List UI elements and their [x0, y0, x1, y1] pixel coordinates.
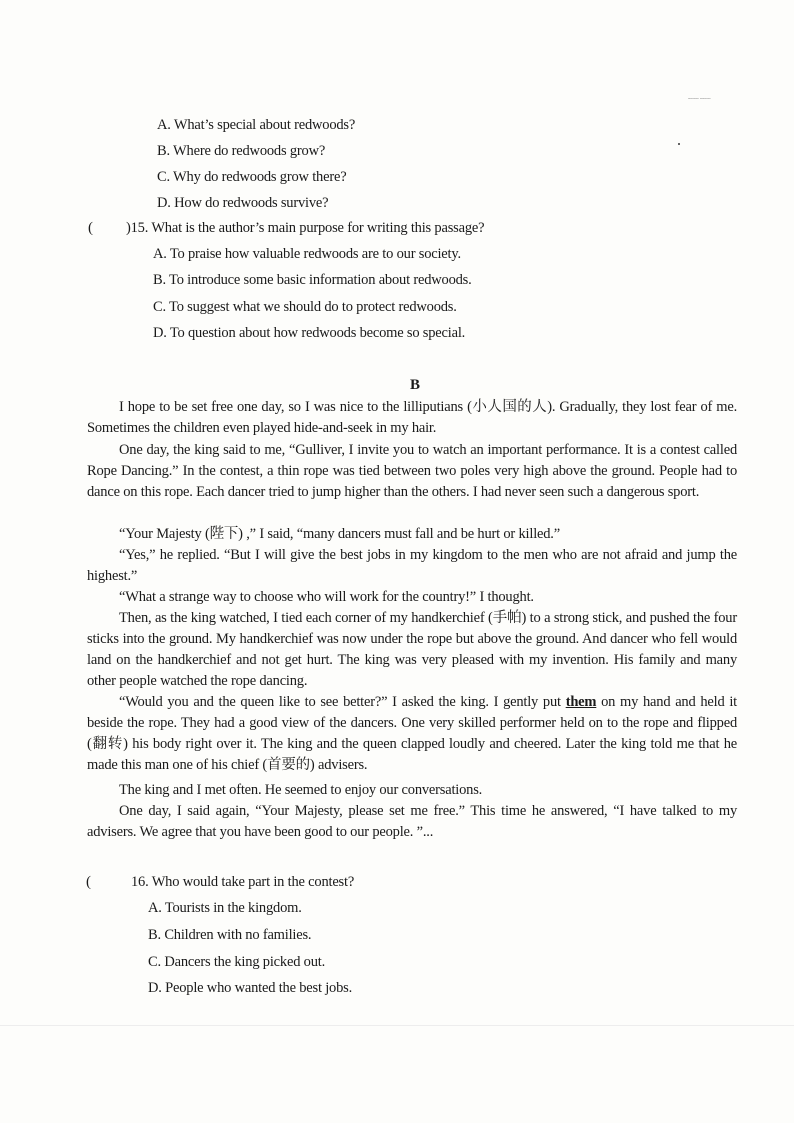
paragraph-7-start: “Would you and the queen like to see better?” I asked the king. I gently put — [119, 694, 566, 710]
q16-option-c: C. Dancers the king picked out. — [148, 954, 326, 970]
q15-option-a: A. To praise how valuable redwoods are to our society. — [153, 246, 461, 262]
passage-paragraph-4: “Yes,” he replied. “But I will give the best jobs in my kingdom to the men who are not afraid and jump the highest.” — [87, 547, 737, 584]
q16-option-d: D. People who wanted the best jobs. — [148, 980, 353, 996]
q14-option-c: C. Why do redwoods grow there? — [157, 169, 347, 185]
section-b-heading: B — [410, 377, 421, 393]
passage-paragraph-8: The king and I met often. He seemed to enjoy our conversations. — [119, 782, 483, 798]
page-bottom-rule — [0, 1025, 794, 1026]
q15-option-d: D. To question about how redwoods become so special. — [153, 325, 466, 341]
passage-paragraph-3: “Your Majesty (陛下) ,” I said, “many dancers must fall and be hurt or killed.” — [119, 526, 560, 542]
q14-option-b: B. Where do redwoods grow? — [157, 143, 326, 159]
q15-question: )15. What is the author’s main purpose for writing this passage? — [126, 220, 485, 236]
passage-paragraph-6: Then, as the king watched, I tied each corner of my handkerchief (手帕) to a strong stick, and pushed the four sticks into the ground. My handkerchief was now under the rope but above the ground. And dancer who fell would land on the handkerchief and not get hurt. The king was very pleased with my invention. His family and many other people watched the rope dancing. — [87, 610, 737, 689]
passage-paragraph-7 — [87, 692, 737, 776]
q16-option-b: B. Children with no families. — [148, 927, 312, 943]
passage-paragraph-5: “What a strange way to choose who will work for the country!” I thought. — [119, 589, 534, 605]
passage-paragraph-2: One day, the king said to me, “Gulliver, I invite you to watch an important performance. It is a contest called Rope Dancing.” In the contest, a thin rope was tied between two poles very high above the ground. People had to dance on this rope. Each dancer tried to jump higher than the others. I had never seen such a dangerous sport. — [87, 442, 737, 500]
q16-option-a: A. Tourists in the kingdom. — [148, 900, 302, 916]
passage-paragraph-9: One day, I said again, “Your Majesty, please set me free.” This time he answered, “I have talked to my advisers. We agree that you have been good to our people. ”... — [87, 803, 737, 840]
passage-paragraph-1: I hope to be set free one day, so I was nice to the lilliputians (小人国的人). Gradually, they lost fear of me. Sometimes the children even played hide-and-seek in my hair. — [87, 399, 737, 436]
q16-question: 16. Who would take part in the contest? — [131, 874, 355, 890]
q15-answer-paren: ( — [88, 220, 93, 236]
q15-option-c: C. To suggest what we should do to protect redwoods. — [153, 299, 457, 315]
stray-dot — [678, 143, 680, 145]
underlined-word-them: them — [565, 694, 597, 710]
corner-mark: ~~~~~ ~~~~~ — [688, 96, 711, 101]
q16-answer-paren: ( — [86, 874, 91, 890]
q14-option-a: A. What’s special about redwoods? — [157, 117, 356, 133]
q15-option-b: B. To introduce some basic information about redwoods. — [153, 272, 472, 288]
q14-option-d: D. How do redwoods survive? — [157, 195, 329, 211]
paragraph-7-end: on my hand and held it beside the rope. They had a good view of the dancers. One very skilled performer held on to the rope and flipped (翻转) his body right over it. The king and the queen clapped loudly and cheered. Later the king told me that he made this man one of his chief (首要的) advisers. — [87, 694, 737, 773]
